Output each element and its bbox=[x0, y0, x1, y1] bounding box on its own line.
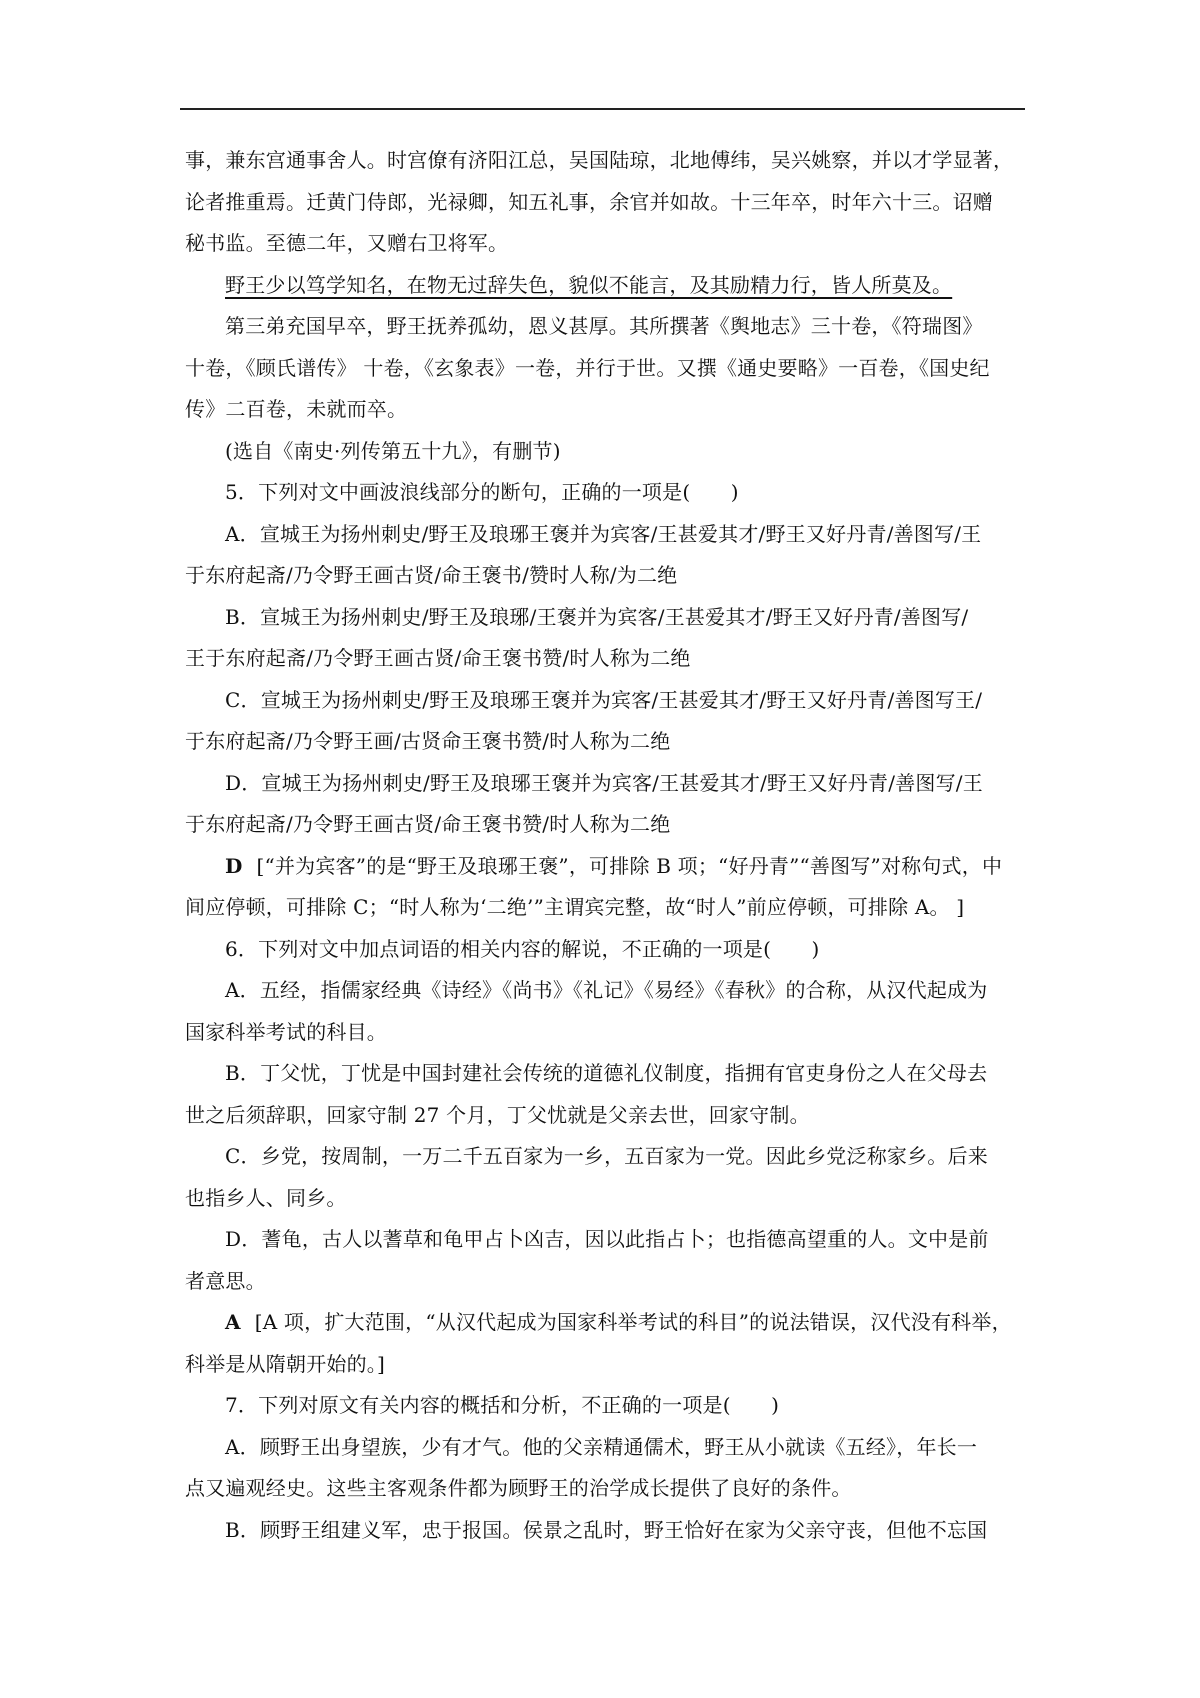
text-line bbox=[185, 1468, 1025, 1510]
text-line bbox=[185, 1095, 1025, 1137]
line-text: B．丁父忧，丁忧是中国封建社会传统的道德礼仪制度，指拥有官吏身份之人在父母去 bbox=[225, 1061, 988, 1085]
line-text: A．顾野王出身望族，少有才气。他的父亲精通儒术，野王从小就读《五经》，年长一 bbox=[225, 1434, 978, 1459]
line-text: B．顾野王组建义军，忠于报国。侯景之乱时，野王恰好在家为父亲守丧，但他不忘国 bbox=[225, 1517, 988, 1542]
answer-letter: A bbox=[225, 1310, 241, 1334]
line-text: 世之后须辞职，回家守制 27 个月，丁父忧就是父亲去世，回家守制。 bbox=[185, 1102, 810, 1127]
line-text: 王于东府起斋/乃令野王画古贤/命王褒书赞/时人称为二绝 bbox=[185, 646, 691, 670]
line-text: 科举是从隋朝开始的。] bbox=[185, 1351, 386, 1376]
text-line bbox=[185, 1012, 1025, 1054]
text-line bbox=[185, 680, 1025, 722]
text-line bbox=[185, 1302, 1025, 1344]
line-text: 十卷，《顾氏谱传》 十卷，《玄象表》一卷，并行于世。又撰《通史要略》一百卷，《国史纪 bbox=[185, 355, 990, 380]
text-line bbox=[185, 223, 1025, 265]
text-line bbox=[185, 929, 1025, 971]
line-text: D．宣城王为扬州刺史/野王及琅琊王褒并为宾客/王甚爱其才/野王又好丹青/善图写/王 bbox=[225, 770, 983, 795]
text-line bbox=[185, 514, 1025, 556]
line-text: C．宣城王为扬州刺史/野王及琅琊王褒并为宾客/王甚爱其才/野王又好丹青/善图写王/ bbox=[225, 687, 983, 712]
text-line bbox=[185, 763, 1025, 805]
line-text: [A 项，扩大范围，“从汉代起成为国家科举考试的科目”的说法错误，汉代没有科举， bbox=[254, 1310, 1012, 1334]
line-text: 7．下列对原文有关内容的概括和分析，不正确的一项是( ) bbox=[225, 1393, 780, 1417]
text-line bbox=[185, 140, 1025, 182]
line-text: 间应停顿，可排除 C；“时人称为‘二绝’”主谓宾完整，故“时人”前应停顿，可排除 A。 ] bbox=[185, 895, 965, 919]
line-text: C．乡党，按周制，一万二千五百家为一乡，五百家为一党。因此乡党泛称家乡。后来 bbox=[225, 1144, 988, 1168]
text-line bbox=[185, 887, 1025, 929]
text-line bbox=[185, 804, 1025, 846]
line-text: 传》二百卷，未就而卒。 bbox=[185, 397, 408, 421]
text-line bbox=[185, 970, 1025, 1012]
text-line bbox=[185, 431, 1025, 473]
text-line bbox=[185, 1053, 1025, 1095]
line-text: 于东府起斋/乃令野王画/古贤命王褒书赞/时人称为二绝 bbox=[185, 729, 671, 753]
text-line bbox=[185, 597, 1025, 639]
text-line bbox=[185, 1136, 1025, 1178]
line-text: D．蓍龟，古人以蓍草和龟甲占卜凶吉，因以此指占卜；也指德高望重的人。文中是前 bbox=[225, 1227, 989, 1251]
line-text: 点又遍观经史。这些主客观条件都为顾野王的治学成长提供了良好的条件。 bbox=[185, 1476, 852, 1500]
line-text: 事，兼东宫通事舍人。时宫僚有济阳江总，吴国陆琼，北地傅纬，吴兴姚察，并以才学显著， bbox=[185, 148, 1014, 172]
document-body bbox=[185, 140, 1025, 1551]
line-text: (选自《南史·列传第五十九》，有删节) bbox=[225, 438, 561, 463]
line-text: B．宣城王为扬州刺史/野王及琅琊/王褒并为宾客/王甚爱其才/野王又好丹青/善图写/ bbox=[225, 604, 969, 629]
text-line bbox=[185, 638, 1025, 680]
text-line bbox=[185, 1344, 1025, 1386]
line-text: 国家科举考试的科目。 bbox=[185, 1019, 387, 1044]
text-line bbox=[185, 1219, 1025, 1261]
line-text: 6．下列对文中加点词语的相关内容的解说，不正确的一项是( ) bbox=[225, 936, 820, 961]
line-text: 者意思。 bbox=[185, 1268, 266, 1293]
line-text: 论者推重焉。迁黄门侍郎，光禄卿，知五礼事，余官并如故。十三年卒，时年六十三。诏赠 bbox=[185, 189, 993, 214]
line-text: [“并为宾客”的是“野王及琅琊王褒”，可排除 B 项；“好丹青”“善图写”对称句式，中 bbox=[256, 853, 1003, 878]
line-text: 也指乡人、同乡。 bbox=[185, 1185, 347, 1210]
text-line bbox=[185, 555, 1025, 597]
text-line bbox=[185, 265, 1025, 307]
header-rule bbox=[180, 108, 1025, 110]
text-line bbox=[185, 846, 1025, 888]
answer-letter: D bbox=[225, 853, 243, 878]
text-line bbox=[185, 721, 1025, 763]
text-line bbox=[185, 472, 1025, 514]
underlined-passage: 野王少以笃学知名，在物无过辞失色，貌似不能言，及其励精力行，皆人所莫及。 bbox=[225, 272, 953, 297]
line-text: 于东府起斋/乃令野王画古贤/命王褒书赞/时人称为二绝 bbox=[185, 812, 671, 836]
line-text: 第三弟充国早卒，野王抚养孤幼，恩义甚厚。其所撰著《舆地志》三十卷，《符瑞图》 bbox=[225, 314, 983, 338]
text-line bbox=[185, 389, 1025, 431]
line-text: A．五经，指儒家经典《诗经》《尚书》《礼记》《易经》《春秋》的合称，从汉代起成为 bbox=[225, 978, 988, 1002]
text-line bbox=[185, 1178, 1025, 1220]
line-text: 于东府起斋/乃令野王画古贤/命王褒书/赞时人称/为二绝 bbox=[185, 563, 678, 587]
text-line bbox=[185, 1510, 1025, 1552]
line-text: 秘书监。至德二年，又赠右卫将军。 bbox=[185, 231, 509, 255]
text-line bbox=[185, 1261, 1025, 1303]
text-line bbox=[185, 1427, 1025, 1469]
line-text: A．宣城王为扬州刺史/野王及琅琊王褒并为宾客/王甚爱其才/野王又好丹青/善图写/王 bbox=[225, 521, 982, 546]
text-line bbox=[185, 1385, 1025, 1427]
text-line bbox=[185, 348, 1025, 390]
line-text: 5．下列对文中画波浪线部分的断句，正确的一项是( ) bbox=[225, 480, 739, 504]
text-line bbox=[185, 182, 1025, 224]
text-line bbox=[185, 306, 1025, 348]
